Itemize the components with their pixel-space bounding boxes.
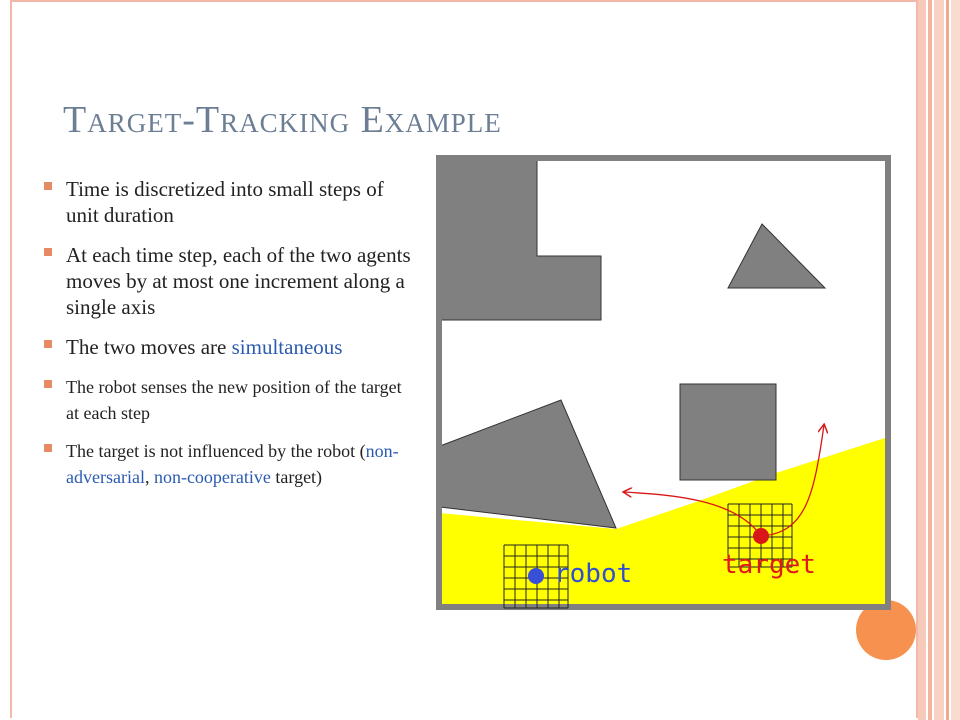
bullet-text: The target is not influenced by the robot (	[66, 441, 366, 461]
bullet-text: Time is discretized into small steps of unit duration	[66, 177, 384, 227]
highlight-text: non-adversarial	[66, 441, 399, 487]
robot-label: robot	[554, 559, 633, 589]
bullet-text: The two moves are	[66, 335, 232, 359]
bullet-text: At each time step, each of the two agents moves by at most one increment along a single axis	[66, 243, 411, 319]
bullet-item	[44, 438, 414, 490]
target-label: target	[722, 550, 816, 580]
bullet-item	[44, 334, 414, 360]
highlight-text: simultaneous	[231, 335, 343, 359]
highlight-text: non-cooperative	[153, 467, 271, 487]
bullet-list	[44, 176, 414, 502]
bullet-text: target)	[270, 467, 323, 487]
slide-title: Target-Tracking Example	[63, 99, 502, 141]
robot-dot	[528, 568, 544, 584]
bullet-text: ,	[144, 467, 154, 487]
target-tracking-diagram	[436, 155, 892, 613]
decorative-stripes	[918, 0, 960, 720]
square-bullet-icon	[44, 380, 52, 388]
bullet-item	[44, 374, 414, 426]
bullet-item	[44, 242, 414, 320]
obstacle-square	[680, 384, 776, 480]
square-bullet-icon	[44, 444, 52, 452]
square-bullet-icon	[44, 340, 52, 348]
square-bullet-icon	[44, 248, 52, 256]
target-dot	[753, 528, 769, 544]
square-bullet-icon	[44, 182, 52, 190]
bullet-text: The robot senses the new position of the target at each step	[66, 377, 402, 423]
bullet-item	[44, 176, 414, 228]
